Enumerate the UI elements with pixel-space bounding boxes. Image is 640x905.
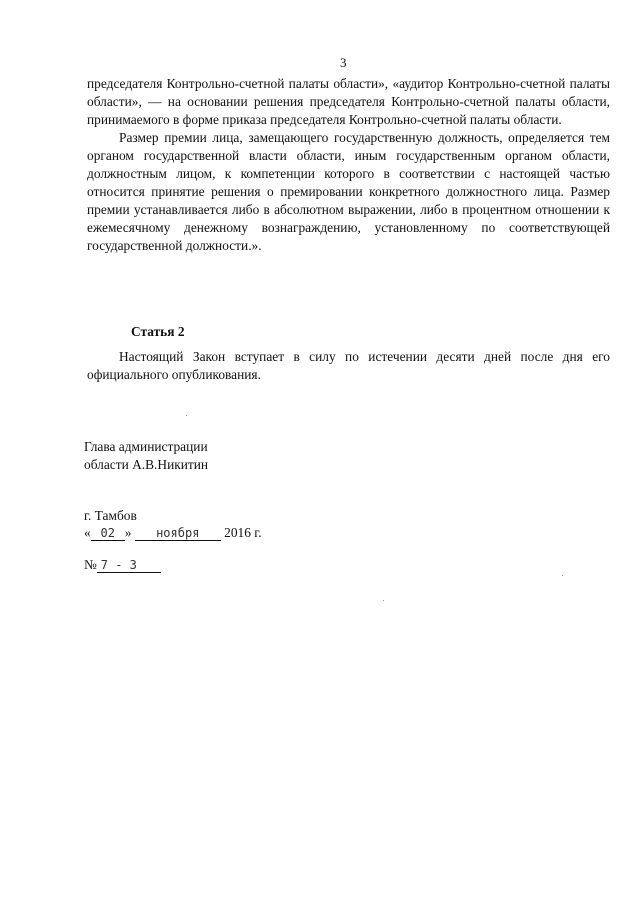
number-sign: № bbox=[84, 557, 97, 572]
date-month-field: ноября bbox=[135, 526, 221, 541]
date-line bbox=[84, 525, 262, 541]
body-text-top bbox=[87, 75, 610, 255]
article-body bbox=[87, 348, 610, 384]
date-open-quote: « bbox=[84, 525, 91, 540]
scan-speck bbox=[186, 415, 187, 416]
city-label: г. Тамбов bbox=[84, 508, 137, 523]
article-heading: Статья 2 bbox=[131, 324, 185, 339]
paragraph-continuation: председателя Контрольно-счетной палаты области», «аудитор Контрольно-счетной палаты области», — на основании решения председателя Контрольно-счетной палаты области, принимаемого в форме приказа председателя Контрольно-счетной палаты области. bbox=[87, 76, 610, 127]
scan-speck bbox=[383, 600, 384, 601]
document-number-line bbox=[84, 557, 161, 573]
date-close-quote: » bbox=[124, 525, 132, 540]
page-number: 3 bbox=[340, 55, 347, 70]
signature-block bbox=[84, 438, 208, 474]
scan-speck bbox=[562, 575, 563, 576]
date-day-field: 02 bbox=[91, 526, 125, 541]
article-text: Настоящий Закон вступает в силу по истечении десяти дней после дня его официального опубликования. bbox=[87, 349, 610, 382]
signature-title: Глава администрации bbox=[84, 439, 208, 454]
paragraph-bonus-size: Размер премии лица, замещающего государственную должность, определяется тем органом государственной власти области, иным государственным органом области, должностным лицом, к компетенции которого в соответствии с настоящей частью относится принятие решения о премировании конкретного должностного лица. Размер премии устанавливается либо в абсолютном выражении, либо в процентном отношении к ежемесячному денежному вознаграждению, установленному по соответствующей государственной должности.». bbox=[87, 130, 610, 253]
signature-name: области А.В.Никитин bbox=[84, 457, 209, 472]
document-number-field: 7 - З bbox=[97, 558, 161, 573]
date-year: 2016 г. bbox=[224, 525, 262, 540]
